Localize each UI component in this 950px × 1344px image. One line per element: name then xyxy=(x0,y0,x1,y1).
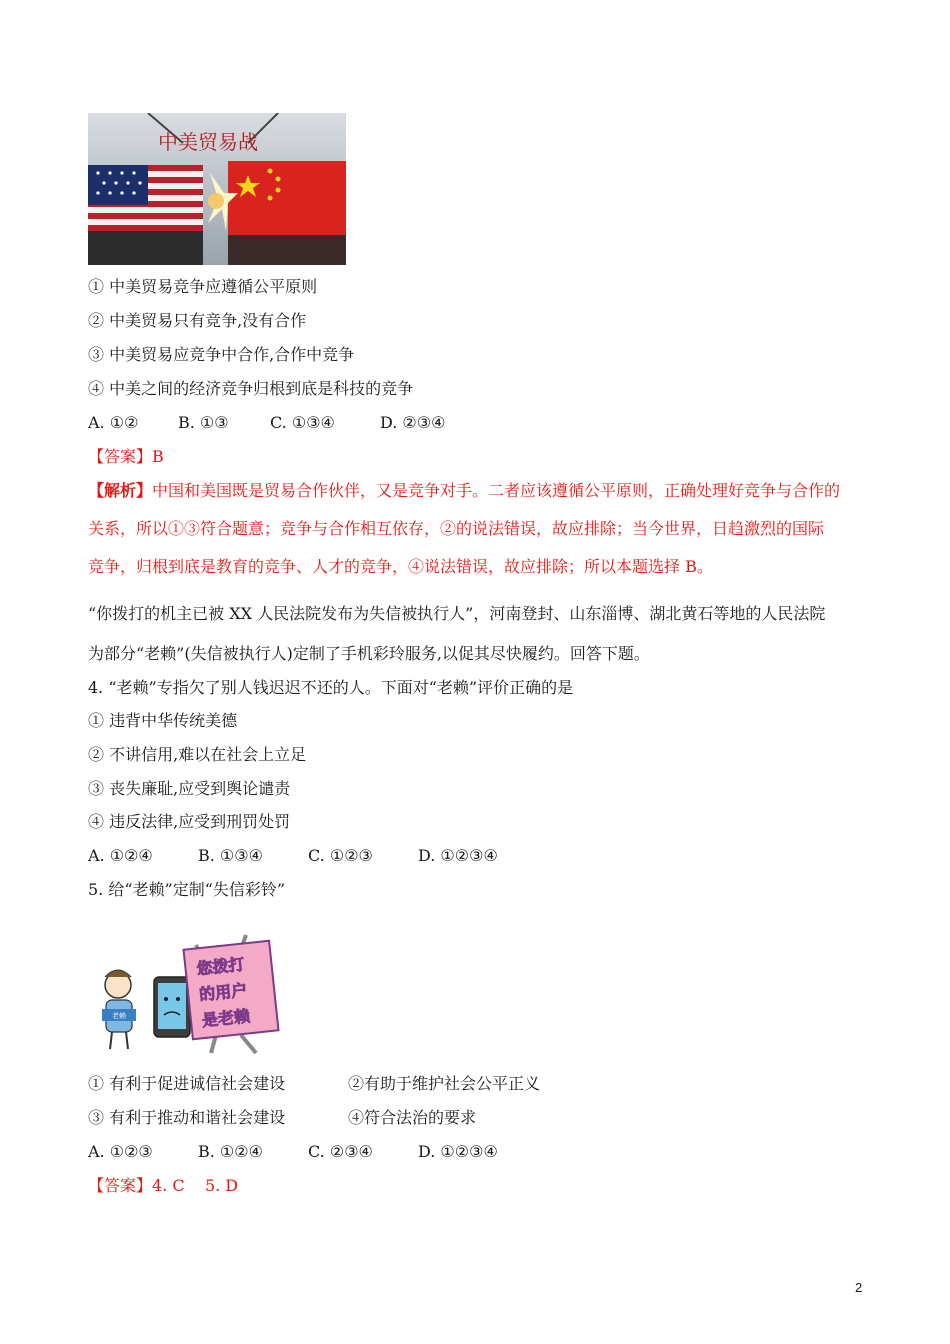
q3-option-d: D. ②③④ xyxy=(380,413,446,432)
q4-option-c: C. ①②③ xyxy=(308,846,373,865)
answer-label: 【答案】 xyxy=(88,447,153,466)
q5-statement-2: ②有助于维护社会公平正义 xyxy=(348,1074,541,1093)
q3-statement-4: ④ 中美之间的经济竞争归根到底是科技的竞争 xyxy=(88,379,414,398)
q4-stem: 4. “老赖”专指欠了别人钱迟迟不还的人。下面对“老赖”评价正确的是 xyxy=(88,678,574,697)
answer-label: 【答案】 xyxy=(88,1176,153,1195)
q5-stem: 5. 给“老赖”定制“失信彩铃” xyxy=(88,880,286,899)
answer-value: B xyxy=(152,447,164,466)
answer-value: 4. C 5. D xyxy=(152,1176,239,1195)
q4-option-d: D. ①②③④ xyxy=(418,846,498,865)
q3-analysis-line-1 xyxy=(88,481,840,501)
cartoon-badge-text: 老赖 xyxy=(112,1012,126,1020)
material-line-2: 为部分“老赖”(失信被执行人)定制了手机彩玲服务,以促其尽快履约。回答下题。 xyxy=(88,644,650,663)
q3-statement-3: ③ 中美贸易应竞争中合作,合作中竞争 xyxy=(88,345,355,364)
cartoon-sign-line-2: 的用户 xyxy=(198,980,249,1005)
q3-analysis-line-2: 关系，所以①③符合题意；竞争与合作相互依存，②的说法错误，故应排除；当今世界，日趋激烈的国际 xyxy=(88,519,825,538)
q5-statements-row-1 xyxy=(88,1074,540,1094)
q5-option-b: B. ①②④ xyxy=(198,1142,263,1161)
cartoon-sign-line-3: 是老赖 xyxy=(201,1006,251,1031)
trade-war-illustration xyxy=(88,113,346,265)
q5-option-d: D. ①②③④ xyxy=(418,1142,498,1161)
q3-options xyxy=(88,413,445,433)
cartoon-sign-line-1: 您拨打 xyxy=(195,954,246,979)
q3-answer xyxy=(88,447,164,467)
trade-war-image xyxy=(88,113,346,265)
q5-statements-row-2 xyxy=(88,1108,476,1128)
q4-statement-2: ② 不讲信用,难以在社会上立足 xyxy=(88,745,307,764)
laolai-cartoon xyxy=(96,925,281,1055)
q4-option-b: B. ①③④ xyxy=(198,846,263,865)
q3-option-c: C. ①③④ xyxy=(270,413,335,432)
analysis-text: 中国和美国既是贸易合作伙伴，又是竞争对手。二者应该遵循公平原则，正确处理好竞争与合作的 xyxy=(152,481,841,500)
q4-options xyxy=(88,846,498,866)
q5-statement-4: ④符合法治的要求 xyxy=(348,1108,477,1127)
q3-option-b: B. ①③ xyxy=(178,413,229,432)
q4-option-a: A. ①②④ xyxy=(88,846,153,865)
material-line-1: “你拨打的机主已被 XX 人民法院发布为失信被执行人”，河南登封、山东淄博、湖北黄石等地的人民法院 xyxy=(88,604,826,623)
q5-option-a: A. ①②③ xyxy=(88,1142,153,1161)
q4-statement-1: ① 违背中华传统美德 xyxy=(88,711,238,730)
q3-statement-1: ① 中美贸易竞争应遵循公平原则 xyxy=(88,277,318,296)
q5-option-c: C. ②③④ xyxy=(308,1142,373,1161)
page-number: 2 xyxy=(855,1280,863,1295)
q3-analysis-line-3: 竞争，归根到底是教育的竞争、人才的竞争，④说法错误，故应排除；所以本题选择 B。 xyxy=(88,557,713,576)
analysis-label: 【解析】 xyxy=(88,481,153,500)
q3-statement-2: ② 中美贸易只有竞争,没有合作 xyxy=(88,311,307,330)
trade-war-title: 中美贸易战 xyxy=(158,130,258,154)
q4-statement-4: ④ 违反法律,应受到刑罚处罚 xyxy=(88,812,291,831)
q5-options xyxy=(88,1142,498,1162)
laolai-cartoon-illustration xyxy=(96,925,281,1055)
q5-statement-1: ① 有利于促进诚信社会建设 xyxy=(88,1074,286,1093)
q5-statement-3: ③ 有利于推动和谐社会建设 xyxy=(88,1108,286,1127)
q3-option-a: A. ①② xyxy=(88,413,139,432)
q5-answer xyxy=(88,1176,238,1196)
q4-statement-3: ③ 丧失廉耻,应受到舆论谴责 xyxy=(88,779,291,798)
